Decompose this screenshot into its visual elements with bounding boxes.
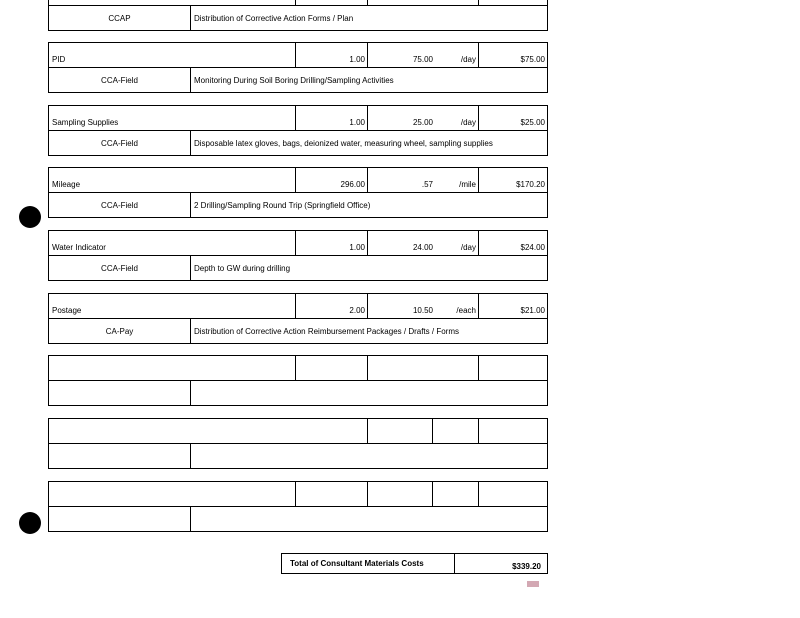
cost-item-block [48, 293, 548, 344]
item-name-row [48, 105, 548, 131]
item-name: Postage [52, 306, 82, 315]
item-unit: /each [456, 306, 476, 315]
empty-item-block [48, 418, 548, 469]
item-unit: /day [460, 243, 476, 252]
item-description-row [48, 193, 548, 218]
empty-cell [190, 381, 547, 405]
item-quantity: 1.00 [295, 106, 367, 130]
item-code: CA-Pay [105, 326, 134, 336]
stamp-mark [527, 581, 539, 587]
item-rate: 75.00 [367, 43, 435, 67]
hole-punch-mark [19, 512, 41, 534]
item-code: CCA-Field [101, 75, 138, 85]
item-code: CCAP [108, 13, 131, 23]
item-rate: 10.50 [367, 294, 435, 318]
item-description: Disposable latex gloves, bags, deionized water, measuring wheel, sampling supplies [190, 131, 547, 155]
empty-name-row [48, 355, 548, 381]
total-cell [478, 0, 547, 5]
item-name: Water Indicator [52, 243, 106, 252]
item-code: CCA-Field [101, 263, 138, 273]
hole-punch-mark [19, 206, 41, 228]
total-materials-costs [281, 553, 548, 574]
total-value: $339.20 [512, 562, 541, 571]
item-description-row [48, 256, 548, 281]
empty-cell [432, 419, 478, 443]
item-quantity: 1.00 [295, 231, 367, 255]
item-description: Depth to GW during drilling [190, 256, 547, 280]
item-description-row [48, 131, 548, 156]
item-description: 2 Drilling/Sampling Round Trip (Springfield Office) [190, 193, 547, 217]
item-total: $24.00 [478, 231, 547, 255]
item-name: Mileage [52, 180, 81, 189]
item-description: Monitoring During Soil Boring Drilling/Sampling Activities [190, 68, 547, 92]
empty-cell [367, 419, 432, 443]
empty-cell [432, 482, 478, 506]
item-total: $25.00 [478, 106, 547, 130]
item-unit: /day [460, 55, 476, 64]
qty-cell [295, 0, 367, 5]
item-code: CCA-Field [101, 138, 138, 148]
empty-cell [190, 444, 547, 468]
item-quantity: 1.00 [295, 43, 367, 67]
empty-cell [478, 419, 547, 443]
empty-name-row [48, 481, 548, 507]
item-code: CCA-Field [101, 200, 138, 210]
top-partial-desc-row [48, 6, 548, 31]
total-label: Total of Consultant Materials Costs [282, 554, 455, 573]
empty-name-row [48, 418, 548, 444]
empty-desc-row [48, 381, 548, 406]
empty-cell [367, 482, 432, 506]
empty-cell [367, 356, 478, 380]
item-name-row [48, 42, 548, 68]
empty-desc-row [48, 507, 548, 532]
cost-item-block [48, 42, 548, 93]
cost-item-block [48, 167, 548, 218]
empty-item-block [48, 355, 548, 406]
item-rate: .57 [367, 168, 435, 192]
item-name: PID [52, 55, 66, 64]
item-name: Sampling Supplies [52, 118, 119, 127]
item-rate: 25.00 [367, 106, 435, 130]
item-description: Distribution of Corrective Action Forms / Plan [190, 6, 547, 30]
item-quantity: 296.00 [295, 168, 367, 192]
item-rate: 24.00 [367, 231, 435, 255]
item-name-row [48, 293, 548, 319]
empty-cell [295, 482, 367, 506]
cost-item-block [48, 230, 548, 281]
empty-item-block [48, 481, 548, 532]
top-partial-block [48, 0, 548, 31]
item-total: $21.00 [478, 294, 547, 318]
item-total: $75.00 [478, 43, 547, 67]
item-description-row [48, 68, 548, 93]
rate-cell [367, 0, 478, 5]
empty-desc-row [48, 444, 548, 469]
item-description-row [48, 319, 548, 344]
cost-item-block [48, 105, 548, 156]
empty-cell [190, 507, 547, 531]
empty-cell [478, 482, 547, 506]
empty-cell [295, 356, 367, 380]
item-unit: /mile [459, 180, 476, 189]
item-name-row [48, 167, 548, 193]
item-name-row [48, 230, 548, 256]
item-total: $170.20 [478, 168, 547, 192]
item-description: Distribution of Corrective Action Reimbursement Packages / Drafts / Forms [190, 319, 547, 343]
item-quantity: 2.00 [295, 294, 367, 318]
item-unit: /day [460, 118, 476, 127]
empty-cell [478, 356, 547, 380]
